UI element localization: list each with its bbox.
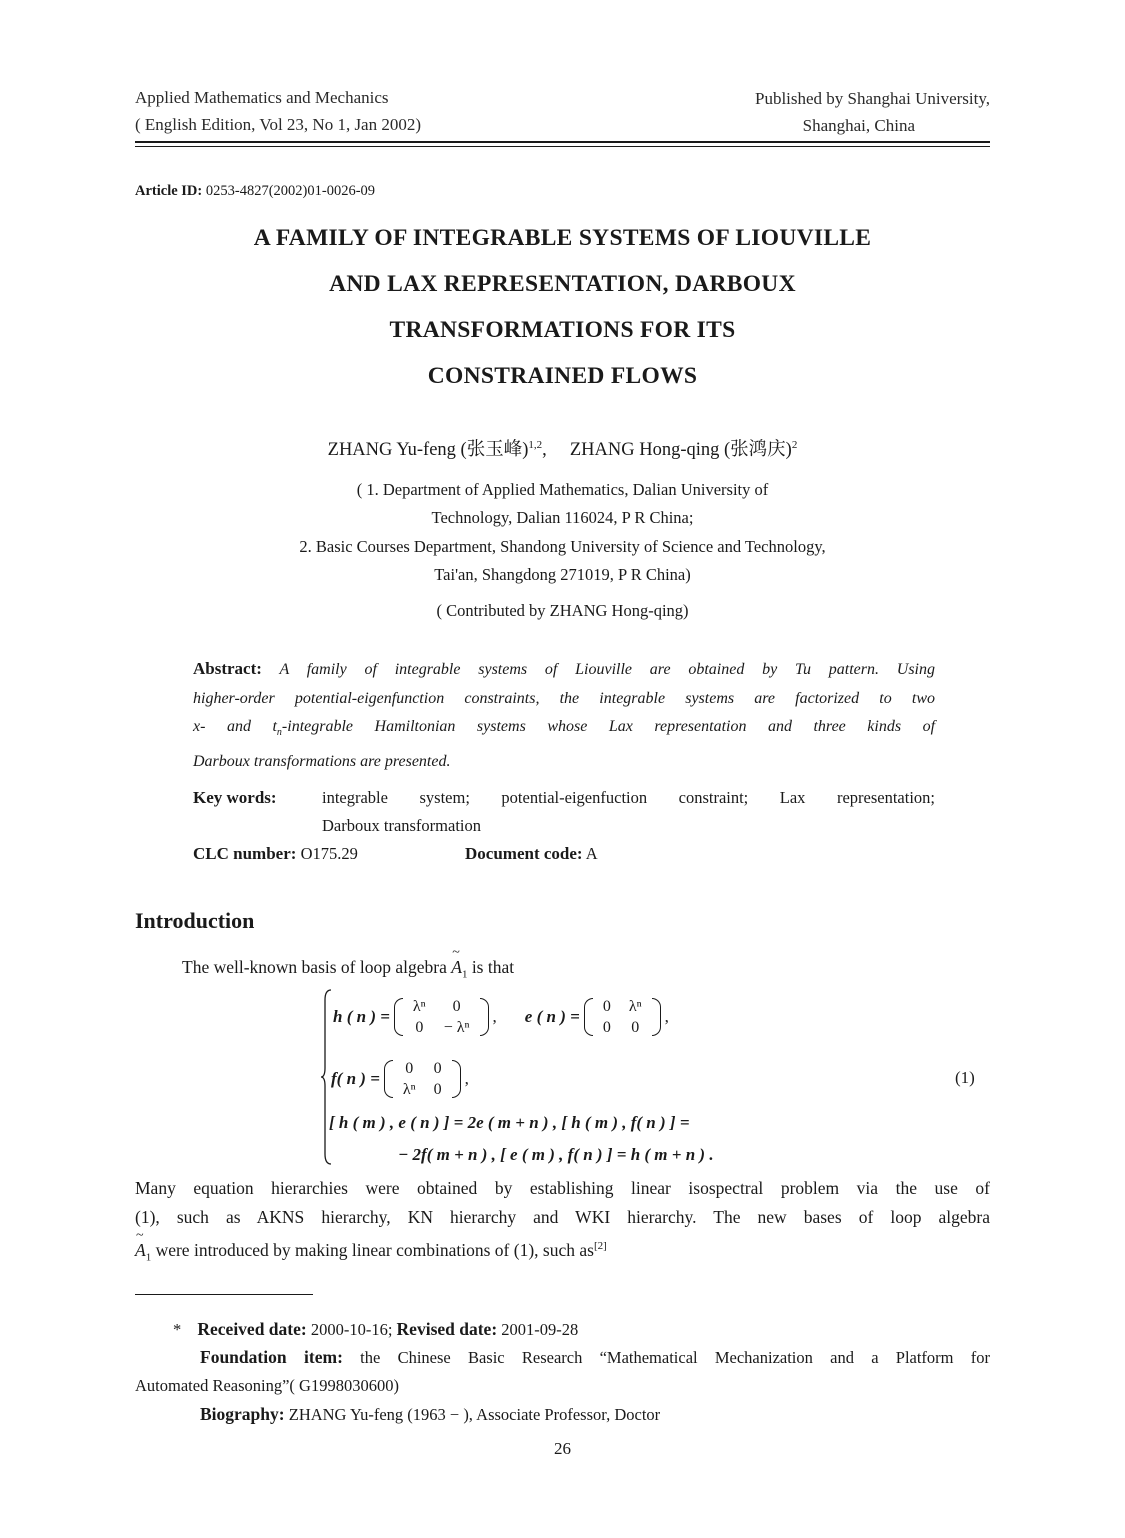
affiliation-line-1: ( 1. Department of Applied Mathematics, Dalian University of — [356, 480, 769, 499]
f-lhs: f( n ) = — [331, 1069, 380, 1088]
h-matrix: λⁿ 0 0 − λⁿ — [394, 996, 489, 1038]
equation-row-2: f( n ) = 0 0 λⁿ 0 , — [331, 1060, 469, 1098]
article-id: Article ID: 0253-4827(2002)01-0026-09 — [135, 183, 376, 199]
footnote-biography: Biography: ZHANG Yu-feng (1963 − ), Associate Professor, Doctor — [200, 1404, 661, 1424]
equation-row-1: h ( n ) = λⁿ 0 0 − λⁿ , e ( n ) = 0 λⁿ 0 0 , — [333, 998, 669, 1036]
header-rule-bottom — [135, 146, 990, 147]
footnote-foundation: Foundation item: the Chinese Basic Research “Mathematical Mechanization and a Platform for Automated Reasoning”( G1998030600) — [135, 1347, 990, 1395]
document-code: Document code: A — [465, 844, 598, 863]
section-heading: Introduction — [135, 908, 255, 933]
title-line-3: TRANSFORMATIONS FOR ITS — [389, 317, 736, 343]
intro-paragraph-2: Many equation hierarchies were obtained by establishing linear isospectral problem via the use of (1), such as AKNS hierarchy, KN hierarchy and WKI hierarchy. The new bases of loop algebra ~ $A_1$ were introduced by making linear combinations of (1), such as[2] — [135, 1178, 990, 1264]
h-lhs: h ( n ) = — [333, 1007, 390, 1026]
title-line-2: AND LAX REPRESENTATION, DARBOUX — [329, 271, 796, 297]
f-matrix: 0 0 λⁿ 0 — [384, 1058, 461, 1100]
equation-number: (1) — [955, 1068, 975, 1087]
affiliation-line-2: Technology, Dalian 116024, P R China; — [431, 508, 694, 527]
footnote-dates: * Received date: 2000-10-16; Revised date: 2001-09-28 — [173, 1319, 579, 1339]
e-matrix: 0 λⁿ 0 0 — [584, 996, 661, 1038]
title-line-1: A FAMILY OF INTEGRABLE SYSTEMS OF LIOUVILLE — [253, 225, 872, 251]
author-2: ZHANG Hong-qing (张鸿庆) — [569, 440, 792, 460]
keywords: Key words: integrable system; potential-eigenfuction constraint; Lax representation; Darboux transformation — [193, 788, 935, 835]
title-line-4: CONSTRAINED FLOWS — [427, 363, 698, 389]
publisher: Published by Shanghai University, Shanghai, China — [755, 89, 990, 135]
author-1: ZHANG Yu-feng (张玉峰) — [327, 440, 529, 460]
equation-commutator-1: [ h ( m ) , e ( n ) ] = 2e ( m + n ) , [ h ( m ) , f( n ) ] = — [329, 1113, 690, 1132]
affiliation-line-4: Tai'an, Shangdong 271019, P R China) — [434, 565, 691, 584]
page-number: 26 — [554, 1439, 571, 1458]
abstract: Abstract: A family of integrable systems of Liouville are obtained by Tu pattern. Using higher-order potential-eigenfunction constraints, the integrable systems are factorized to two x- and $t_n$-integrable Hamiltonian systems whose Lax representation and three kinds of Darboux transformations are presented. — [193, 659, 936, 770]
header-rule-top — [135, 141, 990, 143]
contributed-by: ( Contributed by ZHANG Hong-qing) — [436, 601, 689, 620]
e-lhs: e ( n ) = — [524, 1007, 580, 1026]
authors: ZHANG Yu-feng (张玉峰)$^{1,2}$, ZHANG Hong-qing (张鸿庆)$^2$ — [327, 438, 798, 460]
footnote-rule — [135, 1294, 313, 1295]
equation-commutator-2: − 2f( m + n ) , [ e ( m ) , f( n ) ] = h ( m + n ) . — [398, 1145, 714, 1164]
clc-number: CLC number: O175.29 — [193, 844, 358, 863]
journal-name: Applied Mathematics and Mechanics ( English Edition, Vol 23, No 1, Jan 2002) — [135, 88, 422, 134]
intro-line-1: The well-known basis of loop algebra ~ $A_1$ is that — [182, 945, 515, 981]
affiliation-line-3: 2. Basic Courses Department, Shandong University of Science and Technology, — [299, 537, 826, 556]
